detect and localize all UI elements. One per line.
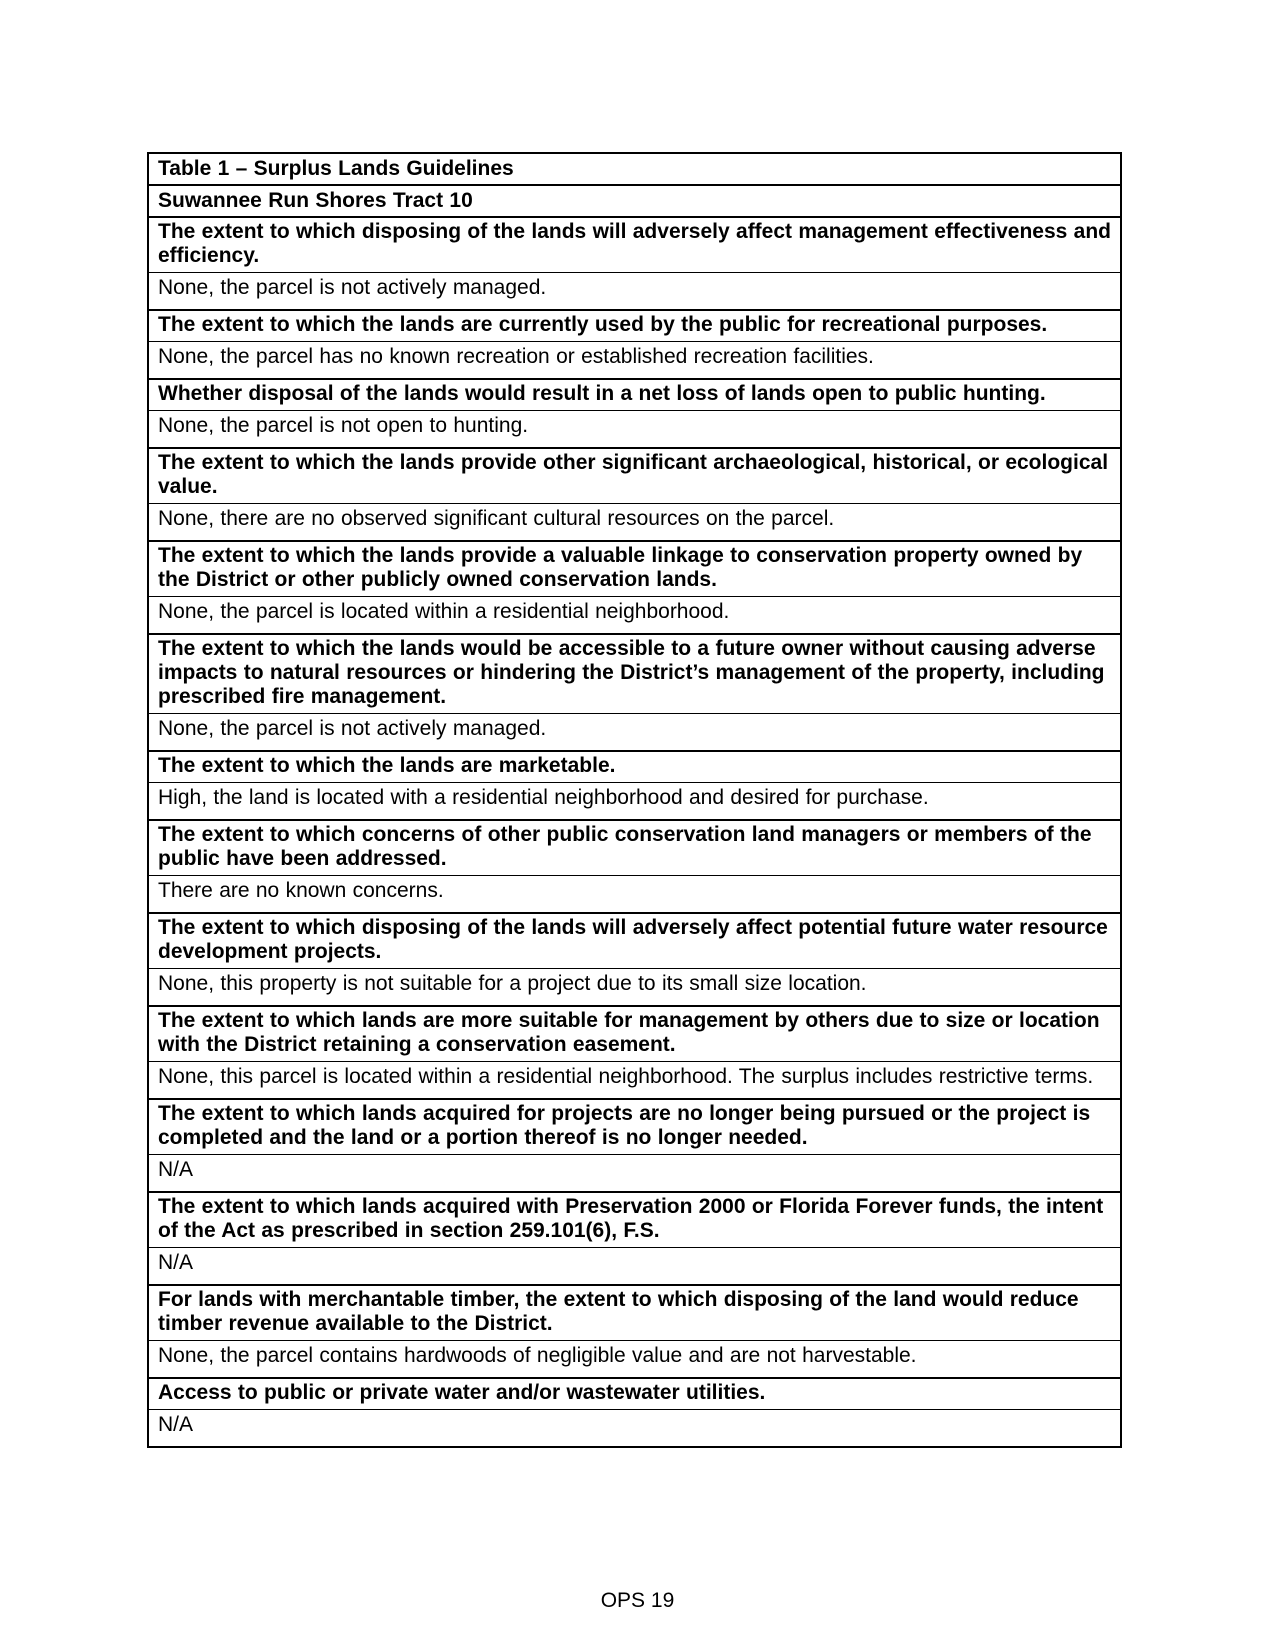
surplus-lands-guidelines-table: [147, 152, 1122, 1448]
guideline-question-row: [148, 820, 1121, 876]
guideline-question-row: [148, 310, 1121, 342]
guideline-question-row: [148, 634, 1121, 714]
guideline-question-row: [148, 448, 1121, 504]
guideline-answer-row: [148, 273, 1121, 311]
guideline-question: For lands with merchantable timber, the extent to which disposing of the land would reduce timber revenue available to the District.: [148, 1285, 1121, 1341]
guideline-question-row: [148, 379, 1121, 411]
guideline-question-row: [148, 913, 1121, 969]
table-subtitle: Suwannee Run Shores Tract 10: [148, 185, 1121, 217]
guideline-question-row: [148, 1099, 1121, 1155]
guideline-question: The extent to which lands acquired for projects are no longer being pursued or the project is completed and the land or a portion thereof is no longer needed.: [148, 1099, 1121, 1155]
guideline-answer-row: [148, 969, 1121, 1007]
guideline-question: Whether disposal of the lands would result in a net loss of lands open to public hunting.: [148, 379, 1121, 411]
guideline-question-row: [148, 1285, 1121, 1341]
guideline-question: The extent to which the lands are marketable.: [148, 751, 1121, 783]
guideline-answer-row: [148, 876, 1121, 914]
guideline-question: Access to public or private water and/or wastewater utilities.: [148, 1378, 1121, 1410]
guideline-question: The extent to which disposing of the lands will adversely affect potential future water resource development projects.: [148, 913, 1121, 969]
guideline-question: The extent to which lands acquired with Preservation 2000 or Florida Forever funds, the intent of the Act as prescribed in section 259.101(6), F.S.: [148, 1192, 1121, 1248]
guideline-question: The extent to which concerns of other public conservation land managers or members of the public have been addressed.: [148, 820, 1121, 876]
guideline-question-row: [148, 1378, 1121, 1410]
guideline-answer: None, this parcel is located within a residential neighborhood. The surplus includes restrictive terms.: [148, 1062, 1121, 1100]
guideline-answer: None, the parcel is not actively managed.: [148, 714, 1121, 752]
guideline-answer-row: [148, 342, 1121, 380]
guideline-answer-row: [148, 783, 1121, 821]
table-title-row: [148, 153, 1121, 185]
guideline-question-row: [148, 1192, 1121, 1248]
guideline-question-row: [148, 1006, 1121, 1062]
guideline-answer-row: [148, 1248, 1121, 1286]
guideline-answer-row: [148, 504, 1121, 542]
guideline-answer: N/A: [148, 1410, 1121, 1448]
guideline-answer-row: [148, 597, 1121, 635]
guideline-answer-row: [148, 1062, 1121, 1100]
guideline-question-row: [148, 217, 1121, 273]
guideline-answer: None, there are no observed significant cultural resources on the parcel.: [148, 504, 1121, 542]
guideline-question: The extent to which the lands are currently used by the public for recreational purposes.: [148, 310, 1121, 342]
guideline-answer-row: [148, 411, 1121, 449]
guideline-answer-row: [148, 1341, 1121, 1379]
guideline-question: The extent to which the lands provide a valuable linkage to conservation property owned by the District or other publicly owned conservation lands.: [148, 541, 1121, 597]
guideline-answer: None, the parcel contains hardwoods of negligible value and are not harvestable.: [148, 1341, 1121, 1379]
page-footer: OPS 19: [600, 1589, 675, 1612]
guideline-question: The extent to which the lands would be accessible to a future owner without causing adverse impacts to natural resources or hindering the District’s management of the property, including prescribed fire management.: [148, 634, 1121, 714]
guideline-answer: None, the parcel is not actively managed.: [148, 273, 1121, 311]
guideline-question: The extent to which the lands provide other significant archaeological, historical, or ecological value.: [148, 448, 1121, 504]
guideline-answer: None, this property is not suitable for a project due to its small size location.: [148, 969, 1121, 1007]
guideline-answer: None, the parcel is not open to hunting.: [148, 411, 1121, 449]
guideline-question: The extent to which lands are more suitable for management by others due to size or location with the District retaining a conservation easement.: [148, 1006, 1121, 1062]
guideline-answer: N/A: [148, 1155, 1121, 1193]
guideline-answer-row: [148, 1410, 1121, 1448]
guideline-answer: None, the parcel is located within a residential neighborhood.: [148, 597, 1121, 635]
guideline-question: The extent to which disposing of the lands will adversely affect management effectiveness and efficiency.: [148, 217, 1121, 273]
guideline-answer-row: [148, 1155, 1121, 1193]
guideline-question-row: [148, 751, 1121, 783]
table-title: Table 1 – Surplus Lands Guidelines: [158, 157, 514, 180]
guideline-question-row: [148, 541, 1121, 597]
guideline-answer: N/A: [148, 1248, 1121, 1286]
guideline-answer-row: [148, 714, 1121, 752]
table-subtitle-row: [148, 185, 1121, 217]
guideline-answer: There are no known concerns.: [148, 876, 1121, 914]
guideline-answer: High, the land is located with a residential neighborhood and desired for purchase.: [148, 783, 1121, 821]
guideline-answer: None, the parcel has no known recreation or established recreation facilities.: [148, 342, 1121, 380]
